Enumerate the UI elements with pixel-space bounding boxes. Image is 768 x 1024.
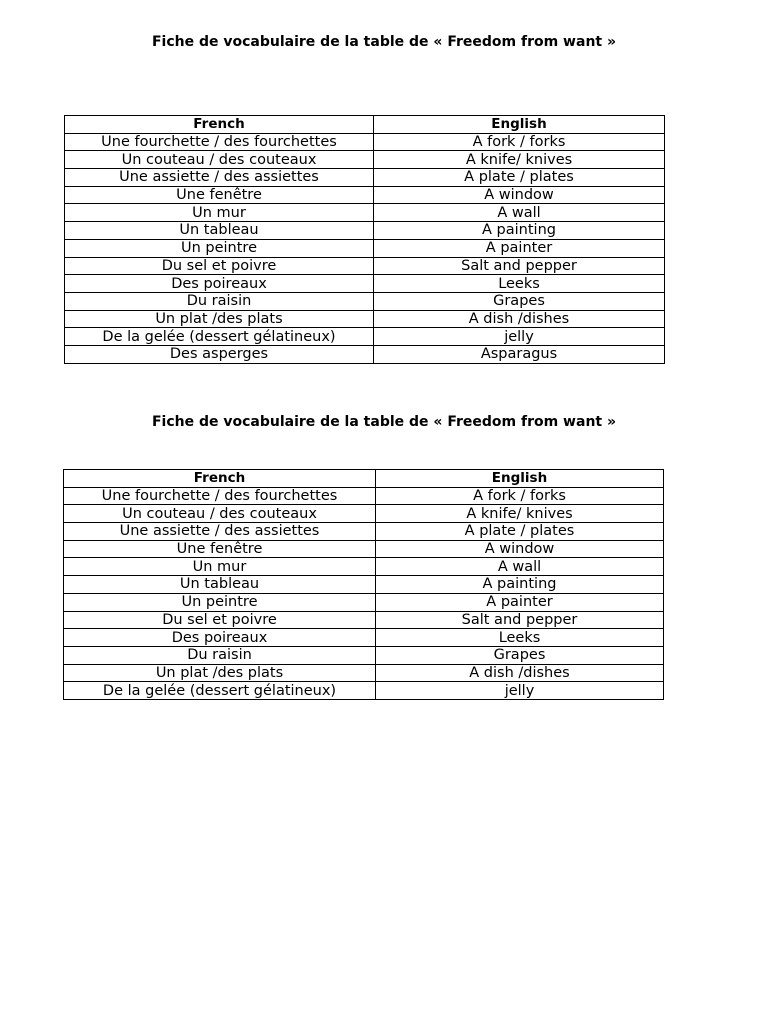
cell-english: A window — [376, 540, 664, 558]
page-title: Fiche de vocabulaire de la table de « Freedom from want » — [151, 414, 617, 430]
table-row — [64, 664, 664, 682]
cell-french: Une fenêtre — [64, 540, 376, 558]
cell-french: Un mur — [65, 204, 374, 222]
cell-english: Grapes — [376, 646, 664, 664]
page-title: Fiche de vocabulaire de la table de « Freedom from want » — [151, 34, 617, 50]
cell-english: Grapes — [374, 292, 665, 310]
cell-french: De la gelée (dessert gélatineux) — [64, 682, 376, 700]
cell-english: A painting — [376, 576, 664, 594]
cell-french: Un mur — [64, 558, 376, 576]
cell-english: A window — [374, 186, 665, 204]
table-row — [64, 576, 664, 594]
table-row — [65, 345, 665, 363]
cell-french: De la gelée (dessert gélatineux) — [65, 328, 374, 346]
cell-english: jelly — [374, 328, 665, 346]
cell-english: A knife/ knives — [374, 151, 665, 169]
cell-french: Une fourchette / des fourchettes — [64, 487, 376, 505]
cell-english: A fork / forks — [374, 133, 665, 151]
vocabulary-table — [64, 115, 665, 364]
cell-french: Du raisin — [64, 646, 376, 664]
cell-french: Un tableau — [65, 222, 374, 240]
cell-english: A plate / plates — [376, 523, 664, 541]
table-row — [65, 133, 665, 151]
cell-english: A wall — [374, 204, 665, 222]
cell-english: A wall — [376, 558, 664, 576]
cell-english: Salt and pepper — [376, 611, 664, 629]
cell-english: Leeks — [374, 275, 665, 293]
column-header-english: English — [376, 470, 664, 488]
cell-english: A painter — [376, 593, 664, 611]
cell-english: Asparagus — [374, 345, 665, 363]
table-row — [64, 523, 664, 541]
cell-english: jelly — [376, 682, 664, 700]
table-row — [65, 186, 665, 204]
table-row — [65, 239, 665, 257]
table-row — [64, 629, 664, 647]
table-row — [64, 558, 664, 576]
cell-french: Du sel et poivre — [64, 611, 376, 629]
cell-english: Salt and pepper — [374, 257, 665, 275]
table-row — [65, 204, 665, 222]
table-row — [64, 646, 664, 664]
table-header-row — [64, 470, 664, 488]
table-row — [64, 682, 664, 700]
table-row — [65, 275, 665, 293]
table-row — [65, 257, 665, 275]
column-header-english: English — [374, 116, 665, 134]
cell-french: Du sel et poivre — [65, 257, 374, 275]
table-row — [65, 292, 665, 310]
cell-english: A painting — [374, 222, 665, 240]
cell-french: Un couteau / des couteaux — [64, 505, 376, 523]
table-row — [65, 169, 665, 187]
cell-french: Une assiette / des assiettes — [65, 169, 374, 187]
cell-french: Une fourchette / des fourchettes — [65, 133, 374, 151]
table-row — [64, 593, 664, 611]
cell-english: A knife/ knives — [376, 505, 664, 523]
cell-english: A painter — [374, 239, 665, 257]
cell-english: A plate / plates — [374, 169, 665, 187]
table-row — [65, 222, 665, 240]
cell-english: A dish /dishes — [374, 310, 665, 328]
cell-french: Une assiette / des assiettes — [64, 523, 376, 541]
cell-french: Un plat /des plats — [64, 664, 376, 682]
vocabulary-table — [63, 469, 664, 700]
column-header-french: French — [64, 470, 376, 488]
cell-french: Des asperges — [65, 345, 374, 363]
cell-french: Un tableau — [64, 576, 376, 594]
cell-english: A dish /dishes — [376, 664, 664, 682]
table-row — [65, 151, 665, 169]
cell-french: Un peintre — [64, 593, 376, 611]
table-row — [64, 611, 664, 629]
cell-french: Un peintre — [65, 239, 374, 257]
cell-english: A fork / forks — [376, 487, 664, 505]
column-header-french: French — [65, 116, 374, 134]
cell-english: Leeks — [376, 629, 664, 647]
table-header-row — [65, 116, 665, 134]
table-row — [65, 310, 665, 328]
cell-french: Un plat /des plats — [65, 310, 374, 328]
cell-french: Des poireaux — [64, 629, 376, 647]
cell-french: Un couteau / des couteaux — [65, 151, 374, 169]
table-row — [64, 540, 664, 558]
table-row — [64, 487, 664, 505]
table-row — [64, 505, 664, 523]
cell-french: Une fenêtre — [65, 186, 374, 204]
cell-french: Des poireaux — [65, 275, 374, 293]
table-row — [65, 328, 665, 346]
cell-french: Du raisin — [65, 292, 374, 310]
